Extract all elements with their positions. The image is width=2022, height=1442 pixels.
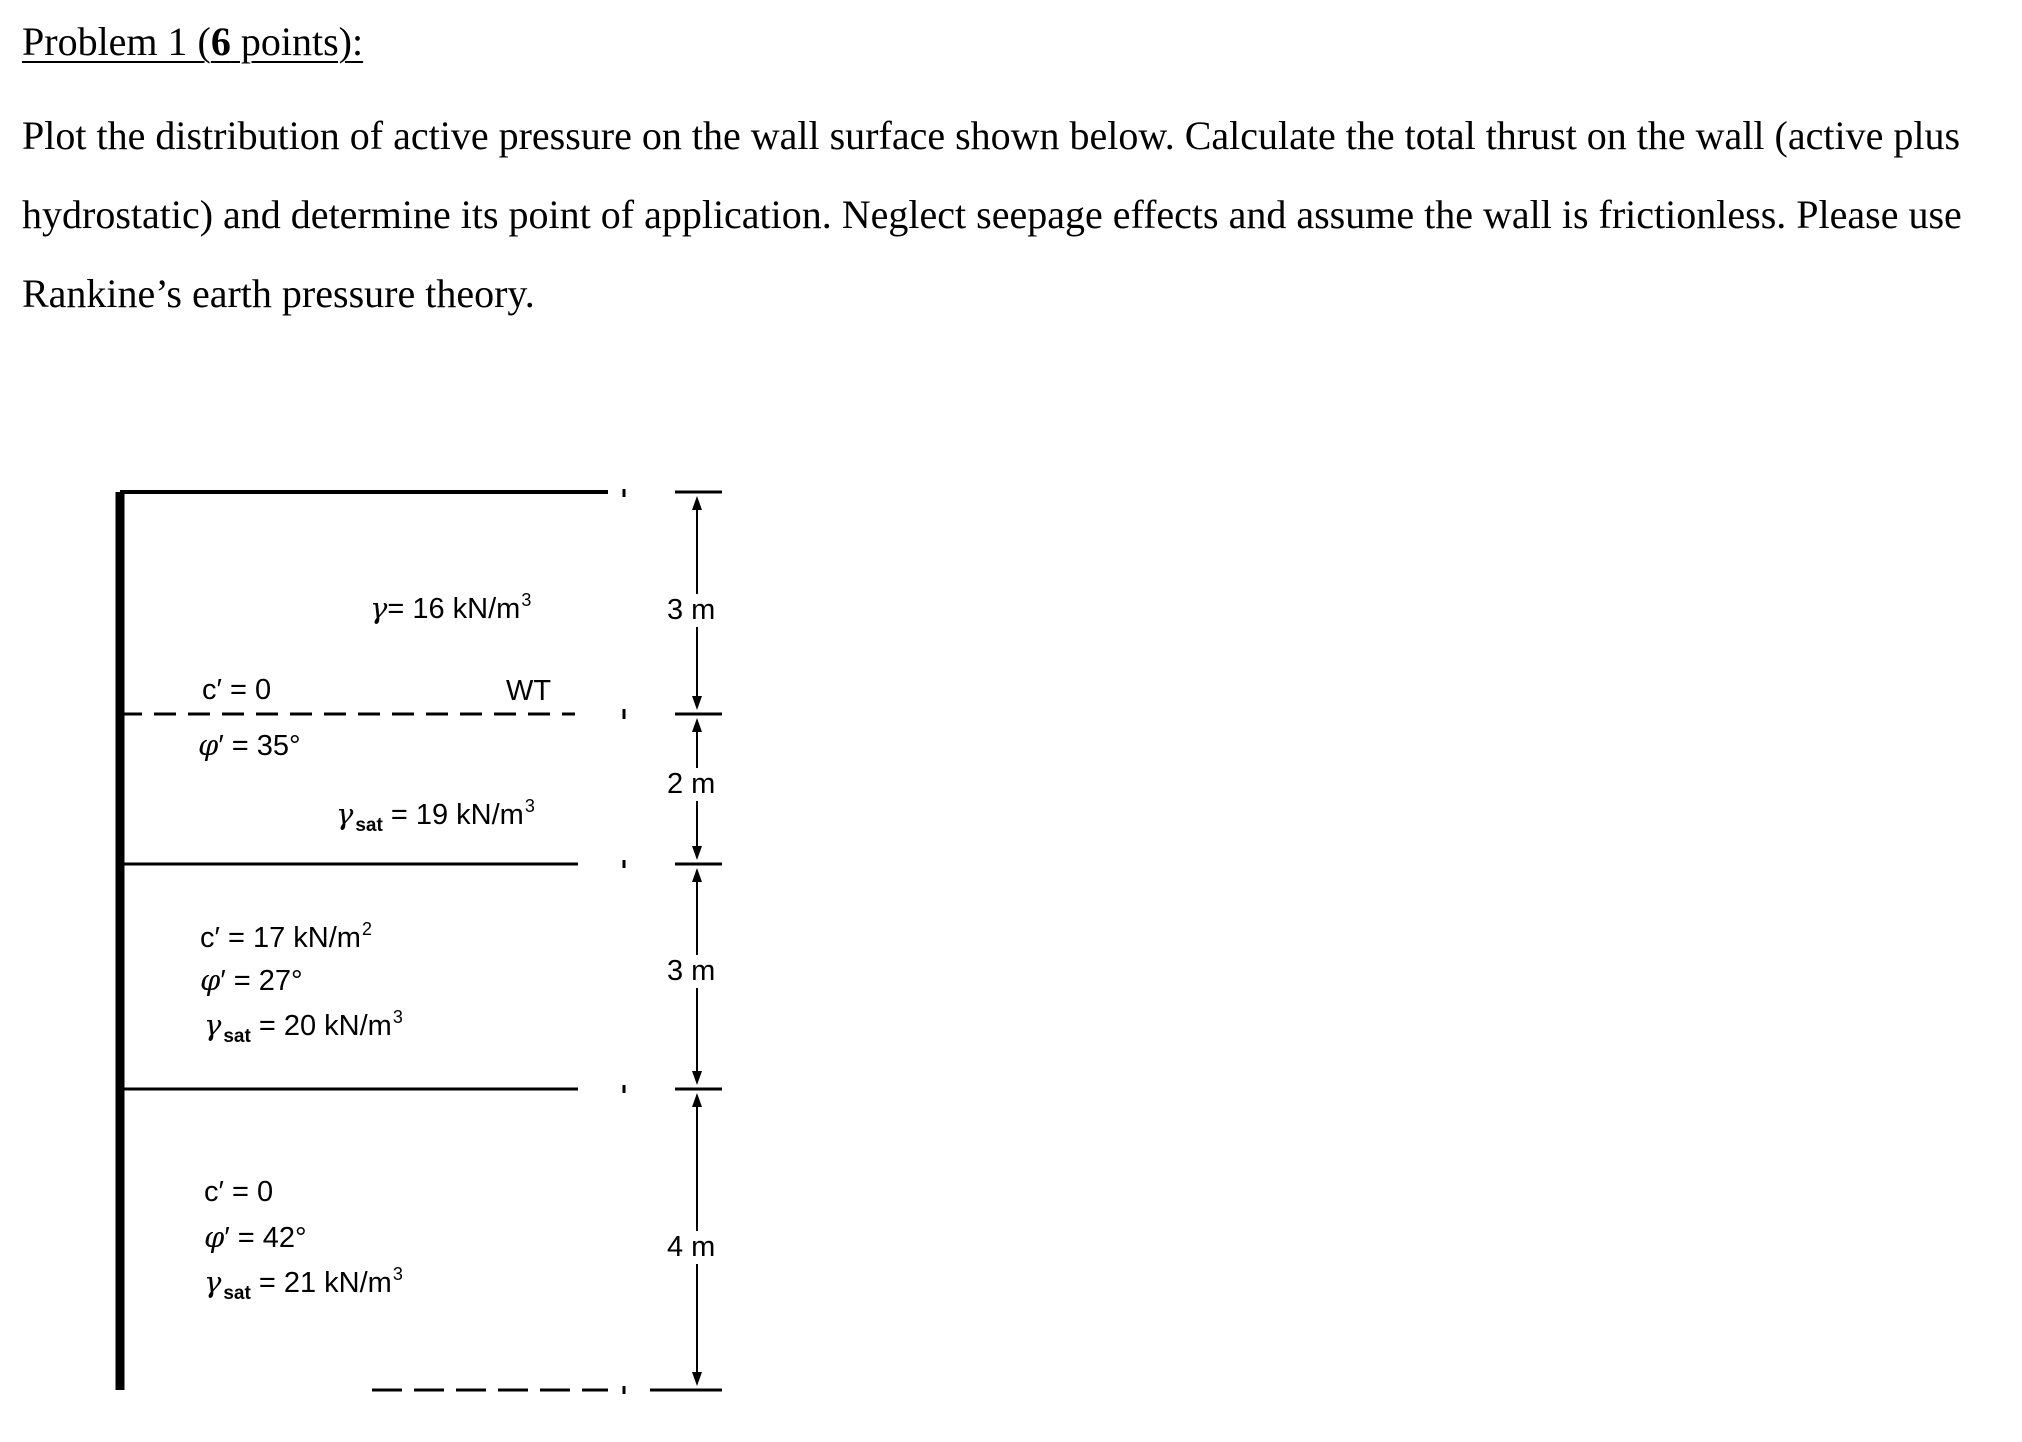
layer3-friction-angle: φ′ = 42°: [204, 1220, 307, 1254]
layer3-cohesion: c′ = 0: [204, 1176, 274, 1208]
layer1-cohesion: c′ = 0: [198, 676, 275, 705]
layer2-cohesion: c′ = 17 $kN/m^2$: [200, 919, 372, 954]
water-table-label: WT: [506, 675, 552, 707]
layer2-friction-angle: φ′ = 27°: [200, 963, 303, 997]
problem-statement: Plot the distribution of active pressure on the wall surface shown below. Calculate the total thrust on the wall (active plus hydrostatic) and determine its point of application. Neglect seepage effects and assume the wall is frictionless. Please use Rankine’s earth pressure theory.: [22, 113, 1962, 316]
dimension-label-1: 3 m: [667, 594, 716, 626]
layer3-saturated-unit-weight: γ $_{sat}$ = 21 $kN/m^3$: [204, 1264, 403, 1304]
layer1-friction-angle: φ′ = 35°: [198, 728, 301, 762]
layer2-saturated-unit-weight: γ $_{sat}$ = 20 $kN/m^3$: [204, 1007, 403, 1047]
title-prefix: Problem 1 (: [22, 19, 211, 64]
dimension-label-2: 2 m: [667, 768, 716, 800]
dimension-label-4: 4 m: [667, 1231, 716, 1263]
layer1-saturated-unit-weight: γ $_{sat}$ = 19 $kN/m^3$: [336, 796, 535, 836]
title-points: 6: [210, 19, 231, 64]
layer1-unit-weight: γ= 16 $kN/m^3$: [370, 590, 532, 625]
dimension-label-3: 3 m: [667, 955, 716, 987]
title-suffix: points):: [230, 19, 364, 64]
